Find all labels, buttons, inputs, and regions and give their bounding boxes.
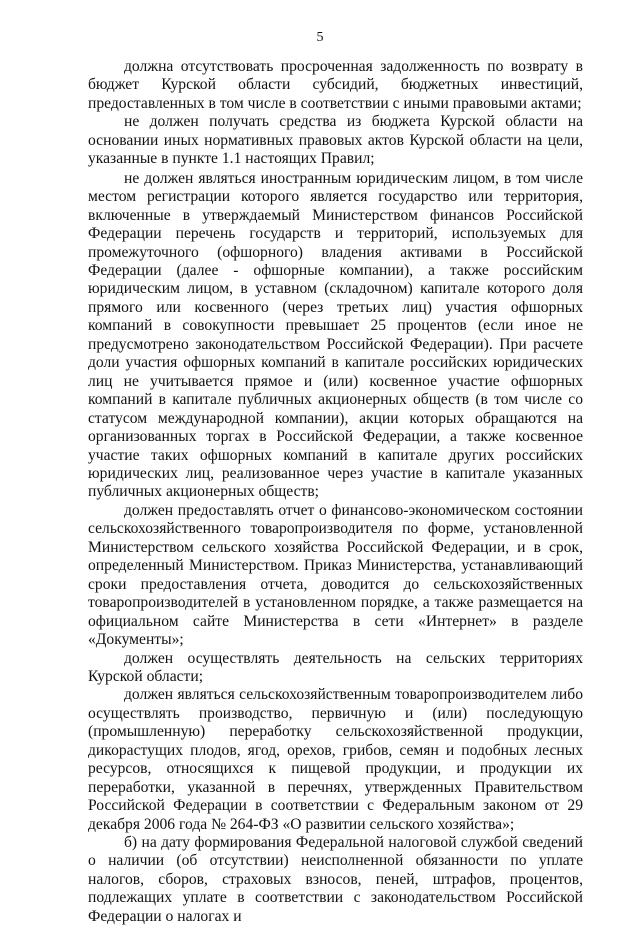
paragraph-tax-service-data: б) на дату формирования Федеральной налоговой службой сведений о наличии (об отсутствии) неисполненной обязанности по уплате налогов, сборов, страховых взносов, пеней, штрафов, процентов, подлежащих уплате в соответствии с законодательством Российской Федерации о налогах и bbox=[88, 834, 583, 925]
paragraph-not-foreign-entity: не должен являться иностранным юридическим лицом, в том числе местом регистрации которого является государство или территория, включенные в утверждаемый Министерством финансов Российской Федерации перечень государств и территорий, используемых для промежуточного (офшорного) владения активами в Российской Федерации (далее - офшорные компании), а также российским юридическим лицом, в уставном (складочном) капитале которого доля прямого или косвенного (через третьих лиц) участия офшорных компаний в совокупности превышает 25 процентов (если иное не предусмотрено законодательством Российской Федерации). При расчете доли участия офшорных компаний в капитале российских юридических лиц не учитывается прямое и (или) косвенное участие офшорных компаний в капитале публичных акционерных обществ (в том числе со статусом международной компании), акции которых обращаются на организованных торгах в Российской Федерации, а также косвенное участие таких офшорных компаний в капитале других российских юридических лиц, реализованное через участие в капитале указанных публичных акционерных обществ; bbox=[88, 169, 583, 501]
paragraph-no-other-budget-funds: не должен получать средства из бюджета Курской области на основании иных нормативных правовых актов Курской области на цели, указанные в пункте 1.1 настоящих Правил; bbox=[88, 113, 583, 168]
paragraph-agricultural-producer: должен являться сельскохозяйственным товаропроизводителем либо осуществлять производство, первичную и (или) последующую (промышленную) переработку сельскохозяйственной продукции, дикорастущих плодов, ягод, орехов, грибов, семян и подобных лесных ресурсов, относящихся к пищевой продукции, и продукции их переработки, указанной в перечнях, утвержденных Правительством Российской Федерации в соответствии с Федеральным законом от 29 декабря 2006 года № 264-ФЗ «О развитии сельского хозяйства»; bbox=[88, 686, 583, 833]
paragraph-rural-territories: должен осуществлять деятельность на сельских территориях Курской области; bbox=[88, 649, 583, 685]
document-body bbox=[88, 58, 583, 926]
paragraph-financial-report: должен предоставлять отчет о финансово-экономическом состоянии сельскохозяйственного товаропроизводителя по форме, установленной Министерством сельского хозяйства Российской Федерации, и в срок, определенный Министерством. Приказ Министерства, устанавливающий сроки предоставления отчета, доводится до сельскохозяйственных товаропроизводителей в установленном порядке, а также размещается на официальном сайте Министерства в сети «Интернет» в разделе «Документы»; bbox=[88, 501, 583, 649]
page-number: 5 bbox=[316, 30, 324, 45]
paragraph-no-overdue-debt: должна отсутствовать просроченная задолженность по возврату в бюджет Курской области субсидий, бюджетных инвестиций, предоставленных в том числе в соответствии с иными правовыми актами; bbox=[88, 58, 583, 112]
